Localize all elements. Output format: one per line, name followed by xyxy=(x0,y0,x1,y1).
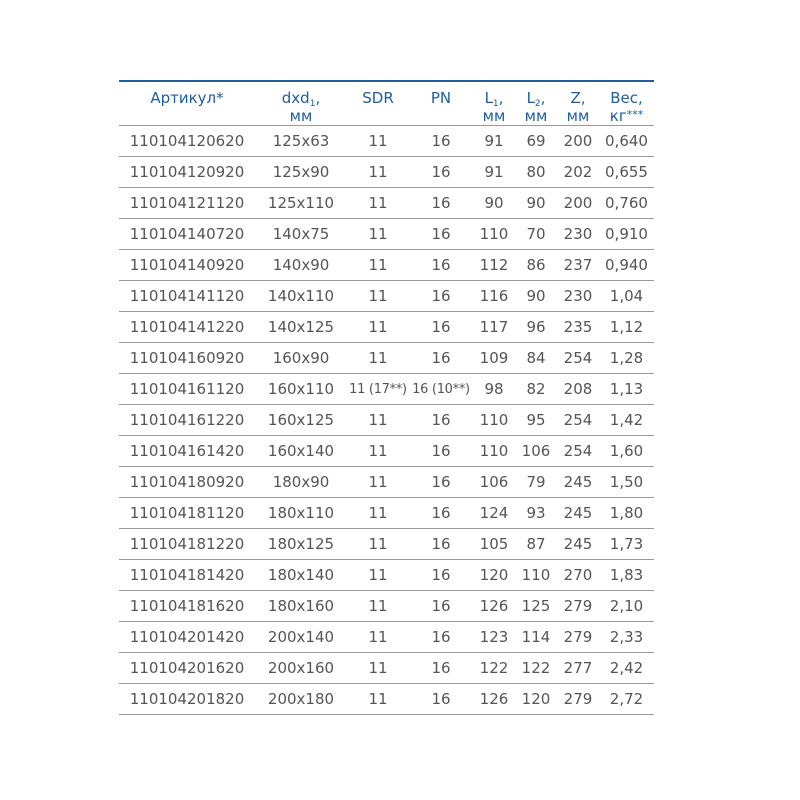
table-row xyxy=(119,591,654,622)
cell-article: 110104161420 xyxy=(119,436,255,467)
cell-z: 245 xyxy=(557,529,599,560)
cell-dxd: 140x90 xyxy=(255,250,347,281)
cell-l2: 125 xyxy=(515,591,557,622)
cell-weight: 2,42 xyxy=(599,653,654,684)
cell-article: 110104161120 xyxy=(119,374,255,405)
header-row xyxy=(119,81,654,126)
cell-article: 110104120620 xyxy=(119,126,255,157)
table-row xyxy=(119,684,654,715)
cell-pn: 16 xyxy=(409,312,473,343)
cell-weight: 1,12 xyxy=(599,312,654,343)
table-row xyxy=(119,281,654,312)
table-row xyxy=(119,498,654,529)
cell-z: 230 xyxy=(557,219,599,250)
cell-weight: 1,28 xyxy=(599,343,654,374)
cell-l2: 110 xyxy=(515,560,557,591)
cell-pn: 16 (10**) xyxy=(409,374,473,405)
cell-weight: 1,60 xyxy=(599,436,654,467)
cell-l1: 110 xyxy=(473,405,515,436)
cell-z: 245 xyxy=(557,467,599,498)
cell-sdr: 11 xyxy=(347,436,409,467)
cell-dxd: 125x63 xyxy=(255,126,347,157)
cell-article: 110104201820 xyxy=(119,684,255,715)
cell-pn: 16 xyxy=(409,467,473,498)
cell-l1: 124 xyxy=(473,498,515,529)
cell-weight: 0,760 xyxy=(599,188,654,219)
cell-l2: 93 xyxy=(515,498,557,529)
cell-z: 237 xyxy=(557,250,599,281)
header-l1: $L_1$, мм xyxy=(473,81,515,126)
header-z: Z, мм xyxy=(557,81,599,126)
cell-dxd: 200x160 xyxy=(255,653,347,684)
cell-z: 279 xyxy=(557,622,599,653)
cell-l1: 123 xyxy=(473,622,515,653)
table-row xyxy=(119,560,654,591)
table-row xyxy=(119,374,654,405)
cell-l2: 87 xyxy=(515,529,557,560)
cell-l2: 122 xyxy=(515,653,557,684)
cell-z: 254 xyxy=(557,405,599,436)
cell-pn: 16 xyxy=(409,529,473,560)
cell-weight: 0,655 xyxy=(599,157,654,188)
cell-z: 235 xyxy=(557,312,599,343)
header-pn: PN xyxy=(409,81,473,126)
cell-weight: 1,73 xyxy=(599,529,654,560)
cell-l2: 120 xyxy=(515,684,557,715)
cell-l1: 105 xyxy=(473,529,515,560)
cell-article: 110104121120 xyxy=(119,188,255,219)
cell-z: 254 xyxy=(557,343,599,374)
cell-dxd: 160x125 xyxy=(255,405,347,436)
table-row xyxy=(119,312,654,343)
cell-z: 254 xyxy=(557,436,599,467)
cell-sdr: 11 xyxy=(347,591,409,622)
cell-l1: 90 xyxy=(473,188,515,219)
cell-pn: 16 xyxy=(409,157,473,188)
cell-dxd: 180x110 xyxy=(255,498,347,529)
cell-weight: 2,10 xyxy=(599,591,654,622)
cell-l2: 79 xyxy=(515,467,557,498)
cell-dxd: 160x90 xyxy=(255,343,347,374)
cell-weight: 1,50 xyxy=(599,467,654,498)
cell-l1: 91 xyxy=(473,126,515,157)
cell-sdr: 11 xyxy=(347,560,409,591)
cell-l2: 86 xyxy=(515,250,557,281)
table-row xyxy=(119,219,654,250)
cell-pn: 16 xyxy=(409,622,473,653)
cell-pn: 16 xyxy=(409,281,473,312)
cell-l1: 110 xyxy=(473,436,515,467)
cell-z: 200 xyxy=(557,188,599,219)
cell-pn: 16 xyxy=(409,188,473,219)
cell-article: 110104181220 xyxy=(119,529,255,560)
cell-dxd: 140x75 xyxy=(255,219,347,250)
cell-article: 110104181620 xyxy=(119,591,255,622)
cell-l1: 112 xyxy=(473,250,515,281)
cell-sdr: 11 xyxy=(347,653,409,684)
cell-pn: 16 xyxy=(409,250,473,281)
table-row xyxy=(119,653,654,684)
cell-article: 110104140720 xyxy=(119,219,255,250)
table-row xyxy=(119,343,654,374)
spec-table xyxy=(119,80,654,715)
cell-weight: 0,940 xyxy=(599,250,654,281)
cell-l1: 91 xyxy=(473,157,515,188)
cell-article: 110104201620 xyxy=(119,653,255,684)
cell-article: 110104180920 xyxy=(119,467,255,498)
cell-l1: 126 xyxy=(473,684,515,715)
cell-weight: 1,13 xyxy=(599,374,654,405)
cell-dxd: 125x110 xyxy=(255,188,347,219)
table-row xyxy=(119,157,654,188)
cell-z: 202 xyxy=(557,157,599,188)
cell-dxd: 140x110 xyxy=(255,281,347,312)
cell-pn: 16 xyxy=(409,219,473,250)
header-article: Артикул* xyxy=(119,81,255,126)
cell-l1: 109 xyxy=(473,343,515,374)
table-row xyxy=(119,126,654,157)
table-row xyxy=(119,622,654,653)
cell-sdr: 11 xyxy=(347,250,409,281)
table-row xyxy=(119,188,654,219)
cell-weight: 2,33 xyxy=(599,622,654,653)
cell-weight: 1,80 xyxy=(599,498,654,529)
cell-dxd: 125x90 xyxy=(255,157,347,188)
cell-weight: 2,72 xyxy=(599,684,654,715)
cell-z: 279 xyxy=(557,684,599,715)
cell-article: 110104181420 xyxy=(119,560,255,591)
cell-dxd: 140x125 xyxy=(255,312,347,343)
cell-l2: 95 xyxy=(515,405,557,436)
cell-weight: 1,04 xyxy=(599,281,654,312)
cell-l1: 98 xyxy=(473,374,515,405)
cell-article: 110104141120 xyxy=(119,281,255,312)
cell-article: 110104181120 xyxy=(119,498,255,529)
cell-l1: 106 xyxy=(473,467,515,498)
cell-article: 110104120920 xyxy=(119,157,255,188)
cell-z: 277 xyxy=(557,653,599,684)
header-weight: Вес, кг*** xyxy=(599,81,654,126)
cell-l2: 70 xyxy=(515,219,557,250)
header-dxd: dxd$_1$, мм xyxy=(255,81,347,126)
cell-dxd: 180x125 xyxy=(255,529,347,560)
table-row xyxy=(119,250,654,281)
cell-article: 110104160920 xyxy=(119,343,255,374)
cell-dxd: 160x110 xyxy=(255,374,347,405)
cell-z: 245 xyxy=(557,498,599,529)
cell-pn: 16 xyxy=(409,560,473,591)
cell-sdr: 11 xyxy=(347,622,409,653)
cell-dxd: 180x160 xyxy=(255,591,347,622)
cell-l2: 114 xyxy=(515,622,557,653)
cell-z: 230 xyxy=(557,281,599,312)
cell-z: 270 xyxy=(557,560,599,591)
cell-z: 200 xyxy=(557,126,599,157)
cell-dxd: 200x140 xyxy=(255,622,347,653)
header-l2: $L_2$, мм xyxy=(515,81,557,126)
header-sdr: SDR xyxy=(347,81,409,126)
cell-sdr: 11 xyxy=(347,126,409,157)
cell-pn: 16 xyxy=(409,126,473,157)
cell-pn: 16 xyxy=(409,591,473,622)
cell-l2: 82 xyxy=(515,374,557,405)
cell-sdr: 11 xyxy=(347,281,409,312)
cell-pn: 16 xyxy=(409,405,473,436)
cell-z: 279 xyxy=(557,591,599,622)
cell-pn: 16 xyxy=(409,436,473,467)
cell-dxd: 180x90 xyxy=(255,467,347,498)
cell-l1: 110 xyxy=(473,219,515,250)
cell-sdr: 11 xyxy=(347,157,409,188)
table-row xyxy=(119,436,654,467)
cell-l2: 80 xyxy=(515,157,557,188)
cell-l2: 106 xyxy=(515,436,557,467)
cell-weight: 0,910 xyxy=(599,219,654,250)
cell-l1: 116 xyxy=(473,281,515,312)
cell-dxd: 180x140 xyxy=(255,560,347,591)
cell-l2: 96 xyxy=(515,312,557,343)
cell-sdr: 11 xyxy=(347,343,409,374)
cell-article: 110104140920 xyxy=(119,250,255,281)
cell-pn: 16 xyxy=(409,684,473,715)
cell-sdr: 11 xyxy=(347,219,409,250)
cell-l1: 120 xyxy=(473,560,515,591)
table-row xyxy=(119,467,654,498)
cell-article: 110104161220 xyxy=(119,405,255,436)
cell-pn: 16 xyxy=(409,343,473,374)
cell-l1: 122 xyxy=(473,653,515,684)
cell-sdr: 11 xyxy=(347,529,409,560)
cell-dxd: 200x180 xyxy=(255,684,347,715)
cell-sdr: 11 xyxy=(347,467,409,498)
cell-l2: 90 xyxy=(515,188,557,219)
cell-sdr: 11 (17**) xyxy=(347,374,409,405)
cell-pn: 16 xyxy=(409,498,473,529)
table-row xyxy=(119,405,654,436)
cell-article: 110104141220 xyxy=(119,312,255,343)
cell-sdr: 11 xyxy=(347,188,409,219)
cell-article: 110104201420 xyxy=(119,622,255,653)
table-row xyxy=(119,529,654,560)
cell-sdr: 11 xyxy=(347,684,409,715)
cell-l2: 90 xyxy=(515,281,557,312)
cell-l1: 126 xyxy=(473,591,515,622)
cell-dxd: 160x140 xyxy=(255,436,347,467)
cell-l2: 69 xyxy=(515,126,557,157)
cell-l2: 84 xyxy=(515,343,557,374)
cell-l1: 117 xyxy=(473,312,515,343)
cell-weight: 1,83 xyxy=(599,560,654,591)
cell-sdr: 11 xyxy=(347,312,409,343)
table-body xyxy=(119,126,654,715)
cell-sdr: 11 xyxy=(347,498,409,529)
cell-weight: 1,42 xyxy=(599,405,654,436)
cell-z: 208 xyxy=(557,374,599,405)
cell-weight: 0,640 xyxy=(599,126,654,157)
cell-pn: 16 xyxy=(409,653,473,684)
cell-sdr: 11 xyxy=(347,405,409,436)
